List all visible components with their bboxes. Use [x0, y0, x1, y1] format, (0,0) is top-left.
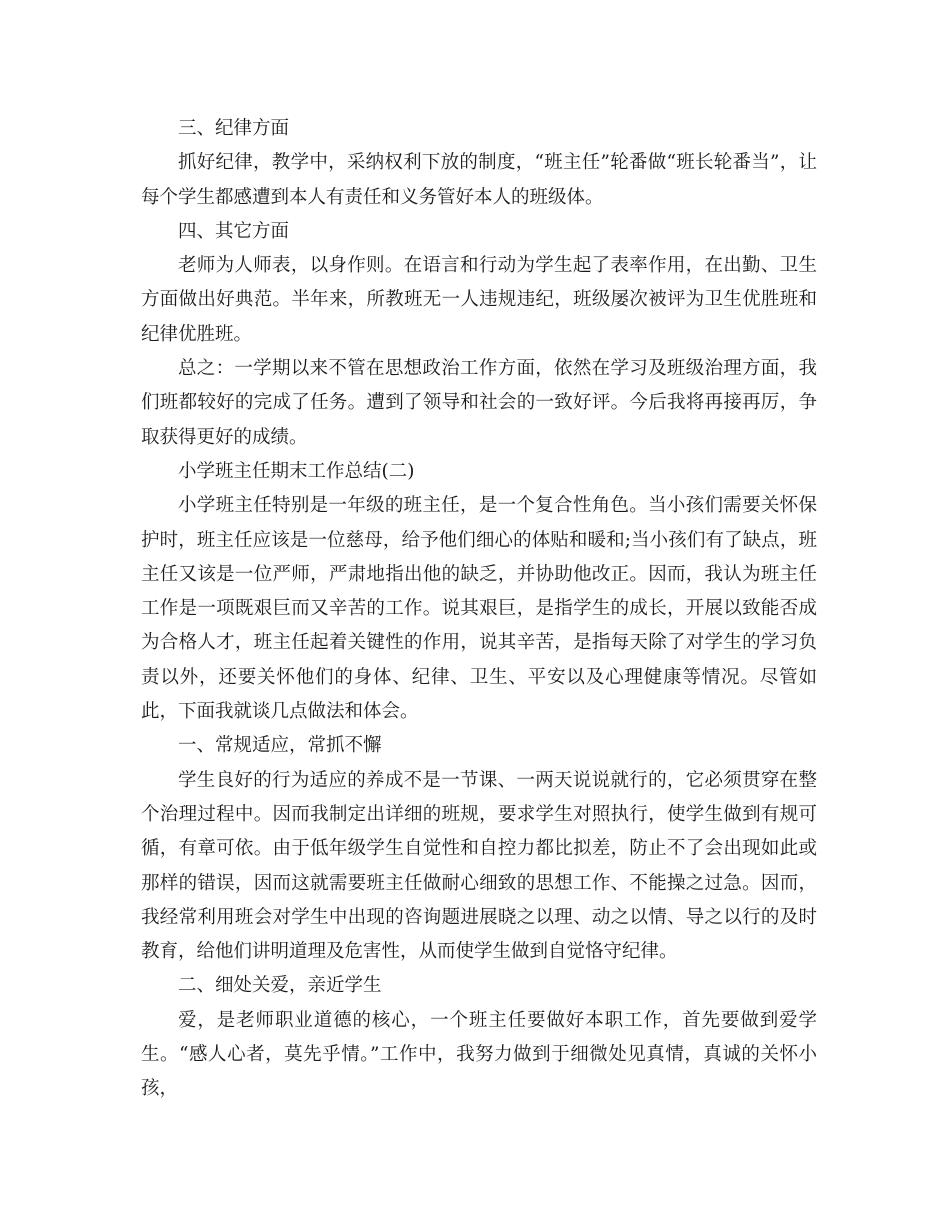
- paragraph-summary: 总之：一学期以来不管在思想政治工作方面，依然在学习及班级治理方面，我们班都较好的完成了任务。遭到了领导和社会的一致好评。今后我将再接再厉，争取获得更好的成绩。: [141, 358, 817, 448]
- section-heading-routine: 一、常规适应，常抓不懈: [178, 735, 382, 757]
- section-heading-care: 二、细处关爱，亲近学生: [178, 975, 382, 997]
- paragraph-intro: 小学班主任特别是一年级的班主任，是一个复合性角色。当小孩们需要关怀保护时，班主任应该是一位慈母，给予他们细心的体贴和暖和;当小孩们有了缺点，班主任又该是一位严师，严肃地指出他的缺乏，并协助他改正。因而，我认为班主任工作是一项既艰巨而又辛苦的工作。说其艰巨，是指学生的成长，开展以致能否成为合格人才，班主任起着关键性的作用，说其辛苦，是指每天除了对学生的学习负责以外，还要关怀他们的身体、纪律、卫生、平安以及心理健康等情况。尽管如此，下面我就谈几点做法和体会。: [141, 495, 817, 723]
- document-body: [141, 112, 817, 1107]
- section-heading-discipline: 三、纪律方面: [178, 118, 290, 139]
- paragraph-discipline: 抓好纪律，教学中，采纳权利下放的制度，“班主任”轮番做“班长轮番当”，让每个学生都感遭到本人有责任和义务管好本人的班级体。: [141, 152, 817, 208]
- paragraph-other: 老师为人师表，以身作则。在语言和行动为学生起了表率作用，在出勤、卫生方面做出好典范。半年来，所教班无一人违规违纪，班级屡次被评为卫生优胜班和纪律优胜班。: [141, 255, 817, 345]
- paragraph-care: 爱，是老师职业道德的核心，一个班主任要做好本职工作，首先要做到爱学生。“感人心者，莫先乎情。”工作中，我努力做到于细微处见真情，真诚的关怀小孩，: [141, 1009, 817, 1100]
- section-heading-other: 四、其它方面: [178, 220, 290, 242]
- document-subtitle: 小学班主任期末工作总结(二): [178, 460, 415, 482]
- paragraph-routine: 学生良好的行为适应的养成不是一节课、一两天说说就行的，它必须贯穿在整个治理过程中。因而我制定出详细的班规，要求学生对照执行，使学生做到有规可循，有章可依。由于低年级学生自觉性和自控力都比拟差，防止不了会出现如此或那样的错误，因而这就需要班主任做耐心细致的思想工作、不能操之过急。因而，我经常利用班会对学生中出现的咨询题进展晓之以理、动之以情、导之以行的及时教育，给他们讲明道理及危害性，从而使学生做到自觉恪守纪律。: [141, 769, 817, 963]
